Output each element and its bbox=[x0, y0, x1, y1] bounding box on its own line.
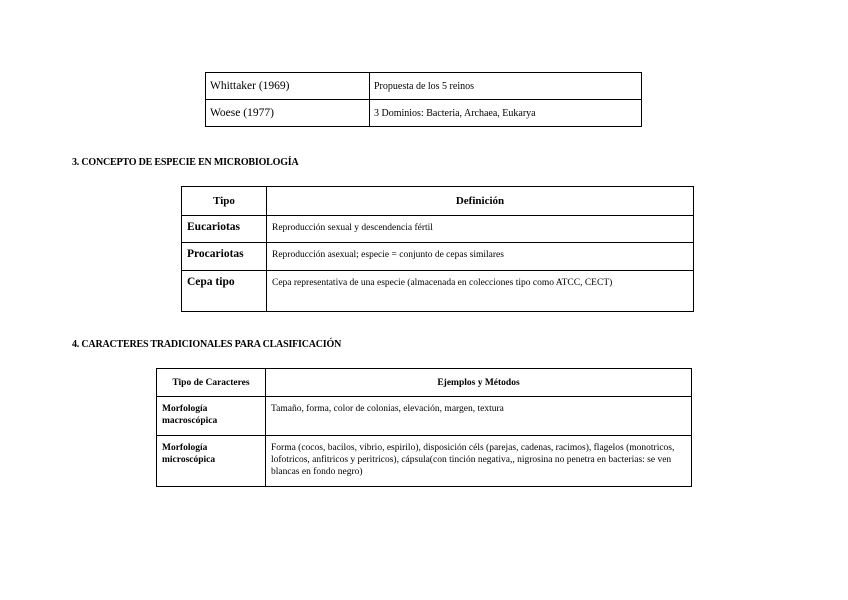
table-row bbox=[182, 271, 694, 312]
table-header-row bbox=[157, 369, 692, 397]
column-header-definicion: Definición bbox=[267, 187, 694, 216]
term-cell: Procariotas bbox=[182, 243, 267, 271]
table-row bbox=[157, 397, 692, 436]
table-row bbox=[206, 73, 642, 100]
section3-heading: 3. CONCEPTO DE ESPECIE EN MICROBIOLOGÍA bbox=[72, 157, 299, 168]
column-header-ejemplos: Ejemplos y Métodos bbox=[266, 369, 692, 397]
term-cell: Morfología macroscópica bbox=[157, 397, 266, 436]
species-concept-table bbox=[181, 186, 694, 312]
author-cell: Whittaker (1969) bbox=[206, 73, 370, 100]
proposal-cell: 3 Dominios: Bacteria, Archaea, Eukarya bbox=[370, 100, 642, 127]
examples-cell: Tamaño, forma, color de colonias, elevación, margen, textura bbox=[266, 397, 692, 436]
definition-cell: Reproducción sexual y descendencia fértil bbox=[267, 216, 694, 243]
table-row bbox=[157, 436, 692, 487]
examples-cell: Forma (cocos, bacilos, vibrio, espirilo), disposición céls (parejas, cadenas, racimos), flagelos (monotricos, lofotricos, anfitricos y peritricos), cápsula(con tinción negativa,, nigrosina no penetra en bacterias: se ven blancas en fondo negro) bbox=[266, 436, 692, 487]
author-cell: Woese (1977) bbox=[206, 100, 370, 127]
column-header-tipo-caracteres: Tipo de Caracteres bbox=[157, 369, 266, 397]
classification-characters-table bbox=[156, 368, 692, 487]
table-header-row bbox=[182, 187, 694, 216]
table-row bbox=[182, 216, 694, 243]
table-row bbox=[182, 243, 694, 271]
proposal-cell: Propuesta de los 5 reinos bbox=[370, 73, 642, 100]
definition-cell: Cepa representativa de una especie (almacenada en colecciones tipo como ATCC, CECT) bbox=[267, 271, 694, 312]
column-header-tipo: Tipo bbox=[182, 187, 267, 216]
term-cell: Cepa tipo bbox=[182, 271, 267, 312]
definition-cell: Reproducción asexual; especie = conjunto de cepas similares bbox=[267, 243, 694, 271]
term-cell: Eucariotas bbox=[182, 216, 267, 243]
section4-heading: 4. CARACTERES TRADICIONALES PARA CLASIFICACIÓN bbox=[72, 339, 342, 350]
table-row bbox=[206, 100, 642, 127]
taxonomy-table bbox=[205, 72, 642, 127]
term-cell: Morfología microscópica bbox=[157, 436, 266, 487]
